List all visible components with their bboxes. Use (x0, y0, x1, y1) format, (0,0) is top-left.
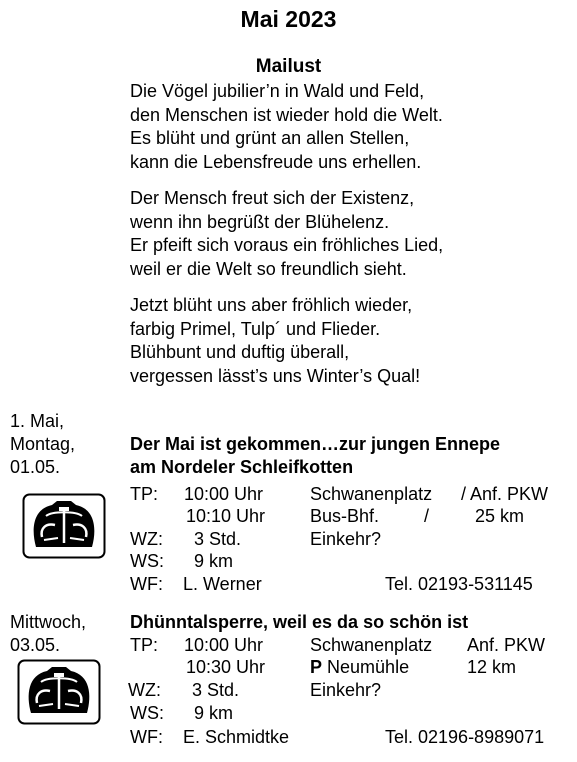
tp-label: TP: (130, 484, 159, 504)
ws-value: 9 km (194, 551, 234, 571)
ws-label: WS: (130, 703, 164, 723)
tp-time: 10:10 Uhr (186, 506, 266, 526)
backpack-icon (22, 493, 106, 559)
ws-label: WS: (130, 551, 164, 571)
event-date-line: Montag, (10, 434, 76, 454)
event-date (10, 611, 86, 657)
poem (130, 80, 443, 401)
tp-extra: / Anf. PKW (461, 484, 549, 504)
tp-place-name: Neumühle (327, 657, 410, 677)
phone: Tel. 02196-8989071 (385, 727, 545, 747)
ws-value: 9 km (194, 703, 234, 723)
poem-line: vergessen lässt’s uns Winter’s Qual! (130, 365, 421, 386)
wz-label: WZ: (128, 680, 161, 700)
event-date-line: Mittwoch, (10, 612, 87, 632)
poem-line: kann die Lebensfreude uns erhellen. (130, 151, 422, 172)
tp-label: TP: (130, 635, 159, 655)
tp-place: Schwanenplatz (310, 635, 433, 655)
wz-extra: Einkehr? (310, 680, 382, 700)
tp-place (310, 656, 409, 679)
tp-time: 10:00 Uhr (184, 484, 264, 504)
parking-symbol: P (310, 657, 323, 677)
tp-place: Bus-Bhf. (310, 506, 380, 526)
wf-label: WF: (130, 727, 163, 747)
backpack-icon (17, 659, 101, 725)
poem-line: Jetzt blüht uns aber fröhlich wieder, (130, 295, 413, 315)
distance: 25 km (475, 506, 525, 526)
event-date-line: 03.05. (10, 635, 61, 655)
tp-extra: Anf. PKW (467, 635, 546, 655)
poem-stanza (130, 80, 443, 174)
event-title (130, 611, 468, 634)
poem-line: farbig Primel, Tulp´ und Flieder. (130, 318, 381, 339)
event-title-line: am Nordeler Schleifkotten (130, 457, 354, 477)
wz-value: 3 Std. (194, 529, 242, 549)
wz-value: 3 Std. (192, 680, 240, 700)
event-title (130, 433, 500, 479)
event-title-line: Der Mai ist gekommen…zur jungen Ennepe (130, 434, 501, 454)
wf-label: WF: (130, 574, 163, 594)
poem-line: wenn ihn begrüßt der Blühelenz. (130, 211, 390, 232)
event-date (10, 410, 75, 479)
wf-value: E. Schmidtke (183, 727, 290, 747)
poem-stanza (130, 187, 443, 281)
tp-place: Schwanenplatz (310, 484, 433, 504)
poem-line: Es blüht und grünt an allen Stellen, (130, 128, 410, 148)
tp-time: 10:30 Uhr (186, 657, 266, 677)
event-date-line: 01.05. (10, 457, 61, 477)
poem-line: Er pfeift sich voraus ein fröhliches Lied, (130, 235, 444, 255)
poem-title: Mailust (255, 56, 322, 77)
poem-line: Die Vögel jubilier’n in Wald und Feld, (130, 81, 425, 101)
tp-time: 10:00 Uhr (184, 635, 264, 655)
poem-line: Der Mensch freut sich der Existenz, (130, 188, 415, 208)
distance: 12 km (467, 657, 517, 677)
poem-line: weil er die Welt so freundlich sieht. (130, 258, 407, 279)
phone: Tel. 02193-531145 (385, 574, 533, 594)
wz-extra: Einkehr? (310, 529, 382, 549)
page-title: Mai 2023 (240, 6, 337, 32)
poem-line: Blühbunt und duftig überall, (130, 342, 350, 362)
tp-separator: / (424, 506, 430, 526)
poem-stanza (130, 294, 443, 388)
wz-label: WZ: (130, 529, 163, 549)
event-date-line: 1. Mai, (10, 411, 65, 431)
wf-value: L. Werner (183, 574, 262, 594)
poem-line: den Menschen ist wieder hold die Welt. (130, 104, 443, 125)
event-title-line: Dhünntalsperre, weil es da so schön ist (130, 612, 469, 632)
